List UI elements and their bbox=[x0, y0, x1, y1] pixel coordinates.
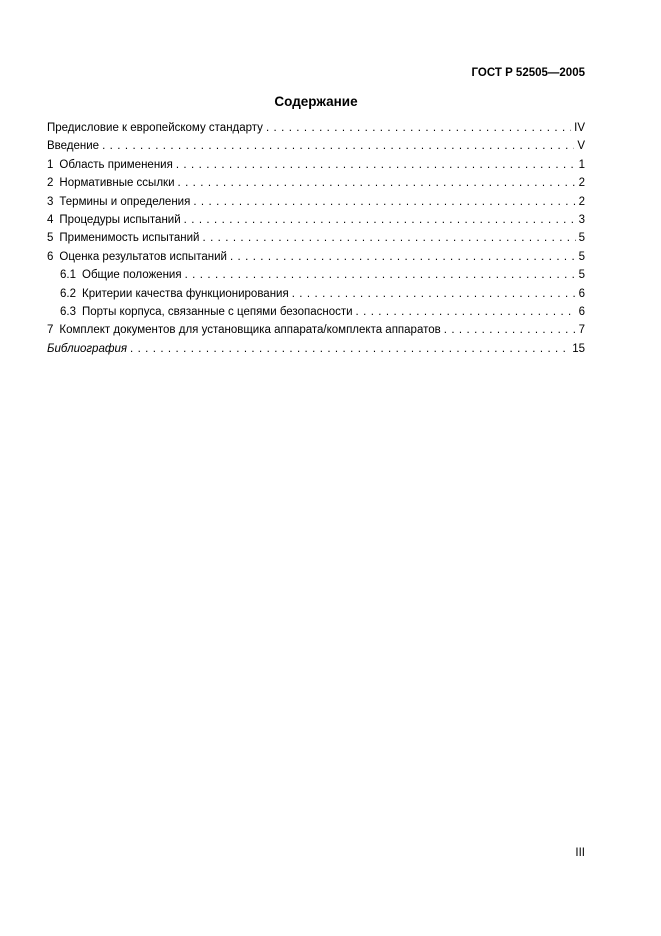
toc-entry-page: V bbox=[577, 140, 585, 153]
toc-entry-label: Нормативные ссылки bbox=[59, 177, 175, 190]
toc-entry bbox=[47, 321, 585, 339]
toc-entry-label: Критерии качества функционирования bbox=[82, 287, 289, 300]
toc-entry bbox=[47, 340, 585, 358]
toc-entry-label: Применимость испытаний bbox=[59, 232, 200, 245]
toc-dot-leader bbox=[185, 266, 576, 284]
toc-entry-page: IV bbox=[574, 122, 585, 134]
toc-entry-page: 2 bbox=[578, 177, 585, 190]
toc-entry-page: 6 bbox=[578, 305, 585, 318]
toc-entry-page: 7 bbox=[578, 324, 585, 337]
toc-dot-leader bbox=[266, 119, 571, 137]
toc-entry-page: 2 bbox=[578, 195, 585, 208]
toc-dot-leader bbox=[102, 137, 574, 155]
toc-entry bbox=[47, 285, 585, 303]
toc-entry-number: 7 bbox=[47, 324, 54, 337]
toc-entry-number: 4 bbox=[47, 213, 54, 226]
toc-entry bbox=[47, 248, 585, 266]
toc-entry-label: Комплект документов для установщика аппарата/комплекта аппаратов bbox=[59, 324, 441, 337]
page-title: Содержание bbox=[274, 94, 358, 109]
toc-entry bbox=[47, 193, 585, 211]
toc-entry-page: 6 bbox=[578, 287, 585, 300]
toc-dot-leader bbox=[176, 156, 576, 174]
toc-entry-number: 1 bbox=[47, 158, 54, 171]
toc-entry-number: 6.3 bbox=[60, 305, 76, 318]
toc-entry-number: 3 bbox=[47, 195, 54, 208]
toc-entry-label: Оценка результатов испытаний bbox=[59, 250, 227, 263]
toc-entry-number: 6 bbox=[47, 250, 54, 263]
toc-entry bbox=[47, 174, 585, 192]
toc-dot-leader bbox=[230, 248, 576, 266]
toc-dot-leader bbox=[202, 229, 575, 247]
page-number: III bbox=[575, 847, 585, 859]
toc-entry-label: Процедуры испытаний bbox=[59, 213, 181, 226]
toc-entry-number: 6.2 bbox=[60, 287, 76, 300]
toc-entry-page: 3 bbox=[578, 213, 585, 226]
toc-entry-number: 2 bbox=[47, 177, 54, 190]
toc-entry bbox=[47, 266, 585, 284]
toc-entry-label: Общие положения bbox=[82, 269, 182, 282]
toc-entry bbox=[47, 156, 585, 174]
toc-dot-leader bbox=[356, 303, 576, 321]
toc-dot-leader bbox=[193, 193, 575, 211]
toc-dot-leader bbox=[444, 321, 576, 339]
toc-entry-number: 6.1 bbox=[60, 269, 76, 282]
toc-entry-label: Введение bbox=[47, 140, 100, 153]
toc-dot-leader bbox=[130, 340, 569, 358]
toc-entry-page: 5 bbox=[578, 269, 585, 282]
toc-entry bbox=[47, 303, 585, 321]
table-of-contents bbox=[47, 119, 585, 358]
toc-entry bbox=[47, 211, 585, 229]
toc-entry-page: 5 bbox=[578, 232, 585, 245]
toc-entry-label: Порты корпуса, связанные с цепями безопасности bbox=[82, 305, 353, 318]
toc-entry-label: Предисловие к европейскому стандарту bbox=[47, 122, 263, 134]
toc-entry-page: 15 bbox=[572, 342, 585, 355]
toc-entry bbox=[47, 119, 585, 137]
toc-entry bbox=[47, 137, 585, 155]
toc-entry-number: 5 bbox=[47, 232, 54, 245]
toc-entry-label: Библиография bbox=[47, 342, 127, 355]
toc-entry-label: Термины и определения bbox=[59, 195, 191, 208]
toc-entry-page: 5 bbox=[578, 250, 585, 263]
toc-entry bbox=[47, 229, 585, 247]
toc-dot-leader bbox=[292, 285, 576, 303]
toc-dot-leader bbox=[178, 174, 576, 192]
toc-entry-page: 1 bbox=[578, 158, 585, 171]
document-reference: ГОСТ Р 52505—2005 bbox=[471, 67, 585, 79]
toc-dot-leader bbox=[184, 211, 576, 229]
toc-entry-label: Область применения bbox=[59, 158, 173, 171]
